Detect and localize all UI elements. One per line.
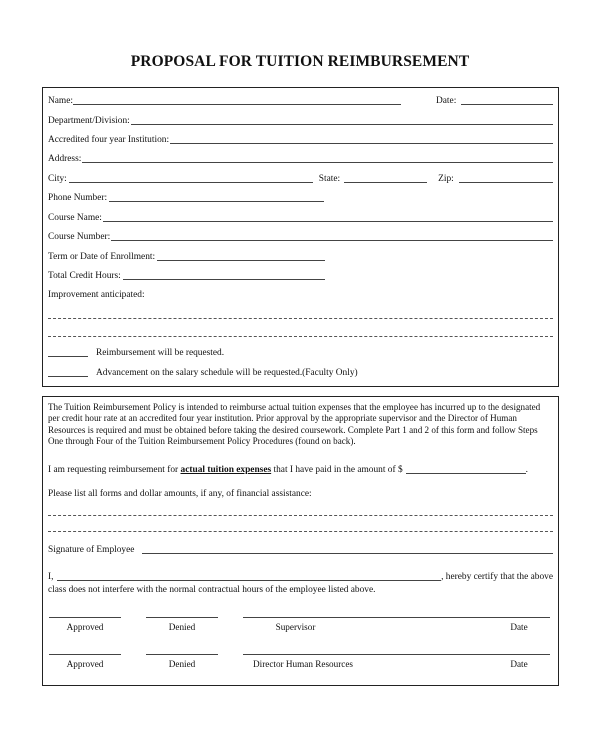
date-label-2: Date [510,659,528,669]
term-label: Term or Date of Enrollment: [48,252,156,262]
city-state-zip-row [48,174,553,184]
certify-row-2 [48,585,553,595]
credit-hours-row [48,271,553,281]
request-prefix: I am requesting reimbursement for [48,465,181,475]
improvement-line-2[interactable] [48,336,553,337]
zip-label: Zip: [438,174,454,184]
date-label-1: Date [510,622,528,632]
institution-label: Accredited four year Institution: [48,135,170,145]
city-field[interactable] [69,182,313,183]
certify-line2: class does not interfere with the normal contractual hours of the employee listed above. [48,585,376,595]
signature-field[interactable] [142,553,553,554]
phone-label: Phone Number: [48,193,108,203]
zip-field[interactable] [459,182,553,183]
credit-hours-field[interactable] [123,279,325,280]
reimbursement-row [48,348,553,358]
director-denied[interactable] [146,654,218,669]
course-name-label: Course Name: [48,213,102,223]
form-title: PROPOSAL FOR TUITION REIMBURSEMENT [130,53,470,70]
certify-suffix: , hereby certify that the above [441,572,553,582]
phone-field[interactable] [109,201,324,202]
date-field[interactable] [461,104,553,105]
reimbursement-checkline[interactable] [48,356,88,357]
request-label [48,465,403,475]
name-label: Name: [48,96,73,106]
signature-row [48,545,553,555]
department-label: Department/Division: [48,116,130,126]
credit-hours-label: Total Credit Hours: [48,271,121,281]
improvement-label: Improvement anticipated: [48,290,145,300]
certify-prefix: I, [48,572,54,582]
supervisor-line-ext[interactable] [348,617,488,618]
certify-row [48,572,553,582]
institution-row [48,135,553,145]
advancement-checkline[interactable] [48,376,88,377]
financial-assistance-label: Please list all forms and dollar amounts, if any, of financial assistance: [48,489,312,499]
signature-label: Signature of Employee [48,545,135,555]
state-label: State: [318,174,341,184]
request-emphasis: actual tuition expenses [180,465,272,475]
address-field[interactable] [82,162,553,163]
request-suffix: that I have paid in the amount of $ [271,465,403,475]
course-name-row [48,213,553,223]
director-label: Director Human Resources [253,659,354,669]
address-label: Address: [48,154,82,164]
course-number-field[interactable] [111,240,553,241]
request-period: . [525,465,528,475]
city-label: City: [48,174,67,184]
approved-label-2: Approved [66,659,104,669]
department-field[interactable] [131,124,553,125]
term-row [48,252,553,262]
certify-name-field[interactable] [57,580,441,581]
name-field[interactable] [73,104,401,105]
course-name-field[interactable] [103,221,553,222]
advancement-label: Advancement on the salary schedule will be requested.(Faculty Only) [96,368,358,378]
proposal-details-section [42,87,559,387]
financial-line-2[interactable] [48,531,553,532]
reimbursement-label: Reimbursement will be requested. [96,348,225,358]
supervisor-denied[interactable] [146,617,218,632]
phone-row [48,193,553,203]
address-row [48,154,553,164]
director-line-ext[interactable] [388,654,488,655]
name-row [48,96,553,106]
financial-line-1[interactable] [48,515,553,516]
date-label: Date: [436,96,457,106]
department-row [48,116,553,126]
policy-paragraph: The Tuition Reimbursement Policy is intended to reimburse actual tuition expenses that the employee has incurred up to the designated per credit hour rate at an accredited four year institution. Prior approval by the appropriate supervisor and the Director of Human Resources is required and must be obtained before taking the desired coursework. Complete Part 1 and 2 of this form and follow Steps One through Four of the Tuition Reimbursement Policy Procedures (found on back). [48,402,541,447]
approval-section [42,396,559,686]
supervisor-signature[interactable] [243,617,348,632]
supervisor-approved[interactable] [49,617,121,632]
state-field[interactable] [344,182,427,183]
advancement-row [48,368,553,378]
course-number-row [48,232,553,242]
approved-label: Approved [66,622,104,632]
financial-assistance-row [48,489,553,499]
request-row [48,465,553,475]
supervisor-date[interactable] [488,617,550,632]
denied-label-2: Denied [168,659,196,669]
director-signature[interactable] [243,654,388,669]
improvement-line-1[interactable] [48,318,553,319]
director-date[interactable] [488,654,550,669]
institution-field[interactable] [170,143,553,144]
amount-field[interactable] [406,473,526,474]
director-approved[interactable] [49,654,121,669]
supervisor-label: Supervisor [275,622,316,632]
term-field[interactable] [157,260,325,261]
denied-label: Denied [168,622,196,632]
improvement-row [48,290,553,300]
course-number-label: Course Number: [48,232,111,242]
